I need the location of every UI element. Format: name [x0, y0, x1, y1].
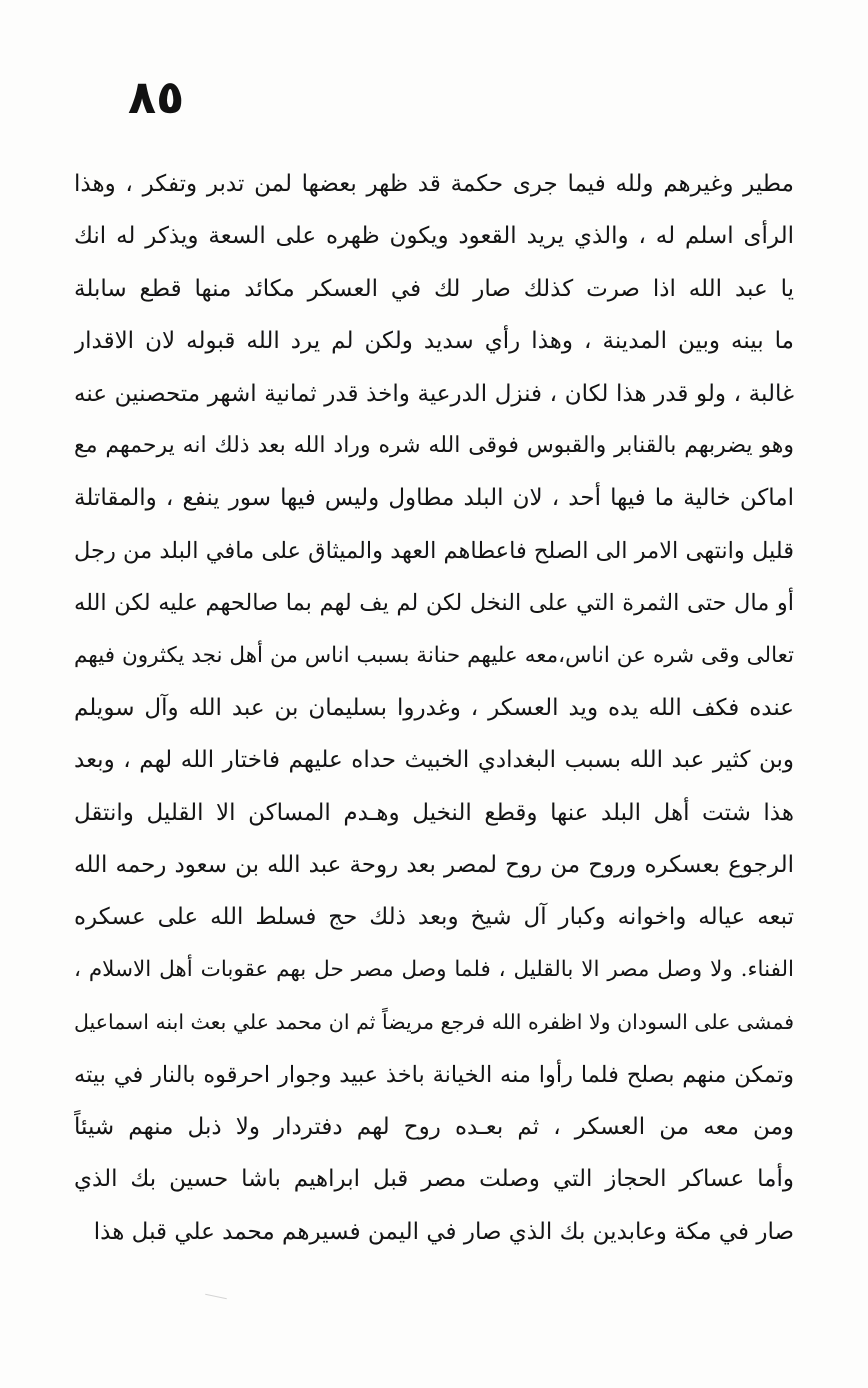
text-line: الرأى اسلم له ، والذي يريد القعود ويكون ظهره على السعة ويذكر له انك [74, 223, 794, 250]
text-line: عنده فكف الله يده ويد العسكر ، وغدروا بسليمان بن عبد الله وآل سويلم [74, 694, 794, 721]
text-line: صار في مكة وعابدين بك الذي صار في اليمن فسيرهم محمد علي قبل هذا [93, 1218, 794, 1245]
text-line: ومن معه من العسكر ، ثم بعـده روح لهم دفتردار ولا ذبل منهم شيئاً [74, 1114, 794, 1141]
text-line: هذا شتت أهل البلد عنها وقطع النخيل وهـدم المساكن الا القليل وانتقل [74, 799, 794, 826]
page-number: ٨٥ [128, 70, 185, 124]
text-line: غالبة ، ولو قدر هذا لكان ، فنزل الدرعية واخذ قدر ثمانية اشهر متحصنين عنه [74, 380, 794, 407]
text-line: الرجوع بعسكره وروح من روح لمصر بعد روحة عبد الله بن سعود رحمه الله [74, 852, 794, 879]
body-text [74, 158, 794, 1258]
text-line: وهو يضربهم بالقنابر والقبوس فوقى الله شره وراد الله بعد ذلك انه يرحمهم مع [74, 432, 794, 458]
text-line: اماكن خالية ما فيها أحد ، لان البلد مطاول وليس فيها سور ينفع ، والمقاتلة [74, 485, 794, 512]
text-line: وأما عساكر الحجاز التي وصلت مصر قبل ابراهيم باشا حسين بك الذي [74, 1166, 794, 1193]
text-line: أو مال حتى الثمرة التي على النخل لكن لم يف لهم بما صالحهم عليه لكن الله [74, 590, 794, 617]
text-line: تبعه عياله واخوانه وكبار آل شيخ وبعد ذلك حج فسلط الله على عسكره [74, 904, 794, 931]
text-line: يا عبد الله اذا صرت كذلك صار لك في العسكر مكائد منها قطع سابلة [74, 275, 794, 302]
text-line: تعالى وقى شره عن اناس،معه عليهم حنانة بسبب اناس من أهل نجد يكثرون فيهم [74, 642, 794, 668]
scan-mark [205, 1294, 227, 1300]
text-line: الفناء. ولا وصل مصر الا بالقليل ، فلما وصل مصر حل بهم عقوبات أهل الاسلام ، [74, 956, 794, 982]
text-line: مطير وغيرهم ولله فيما جرى حكمة قد ظهر بعضها لمن تدبر وتفكر ، وهذا [74, 171, 794, 197]
text-line: فمشى على السودان ولا اظفره الله فرجع مريضاً ثم ان محمد علي بعث ابنه اسماعيل [74, 1010, 794, 1035]
text-line: ما بينه وبين المدينة ، وهذا رأي سديد ولكن لم يرد الله قبوله لان الاقدار [74, 328, 794, 355]
text-line: وبن كثير عبد الله بسبب البغدادي الخبيث حداه عليهم فاختار الله لهم ، وبعد [74, 747, 794, 774]
text-line: قليل وانتهى الامر الى الصلح فاعطاهم العهد والميثاق على مافي البلد من رجل [74, 537, 794, 564]
text-line: وتمكن منهم بصلح فلما رأوا منه الخيانة باخذ عبيد وجوار احرقوه بالنار في بيته [74, 1061, 794, 1088]
